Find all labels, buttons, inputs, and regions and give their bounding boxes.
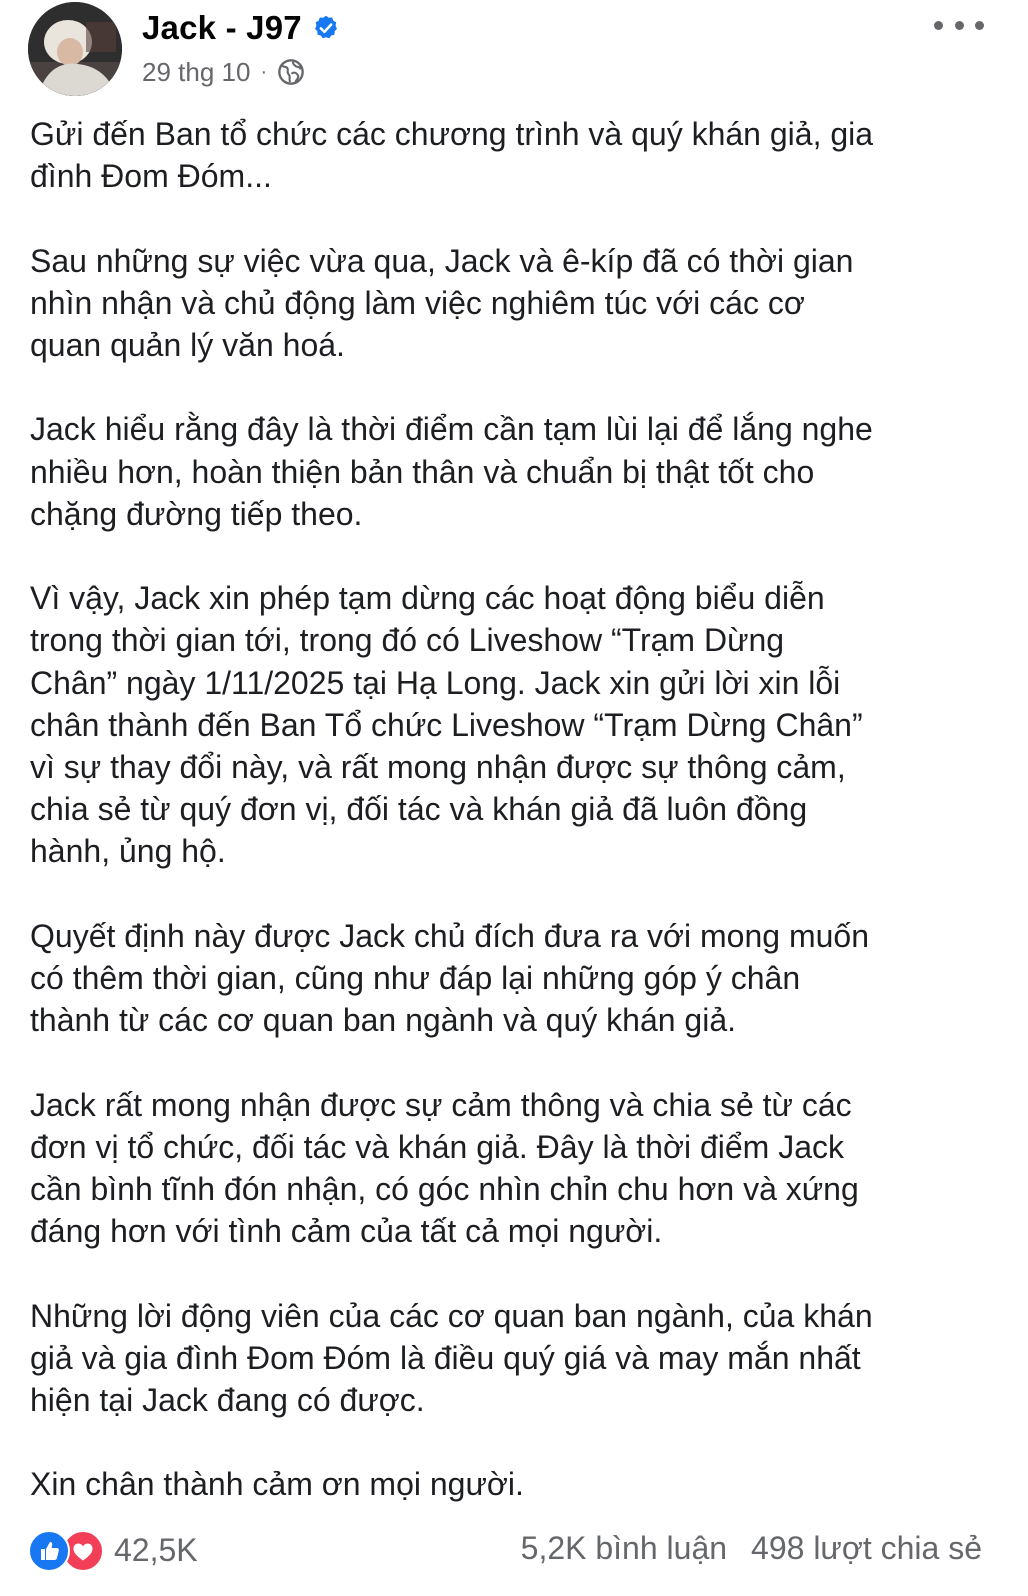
globe-icon[interactable]: [277, 58, 305, 86]
post-paragraph: Jack hiểu rằng đây là thời điểm cần tạm lùi lại để lắng nghe nhiều hơn, hoàn thiện bản thân và chuẩn bị thật tốt cho chặng đường tiếp theo.: [30, 411, 873, 532]
engagement-stats: [521, 1530, 982, 1567]
comments-count[interactable]: 5,2K bình luận: [520, 1530, 728, 1566]
like-icon: [28, 1530, 70, 1572]
author-name[interactable]: Jack - J97: [142, 9, 302, 46]
post-paragraph: Xin chân thành cảm ơn mọi người.: [30, 1466, 524, 1503]
post-paragraph: Quyết định này được Jack chủ đích đưa ra với mong muốn có thêm thời gian, cũng như đáp lại những góp ý chân thành từ các cơ quan ban ngành và quý khán giả.: [30, 917, 869, 1039]
post-paragraph: Sau những sự việc vừa qua, Jack và ê-kíp đã có thời gian nhìn nhận và chủ động làm việc nghiêm túc với các cơ quan quản lý văn hoá.: [30, 242, 854, 363]
post-paragraph: Gửi đến Ban tổ chức các chương trình và quý khán giả, gia đình Đom Đóm...: [30, 116, 874, 195]
more-dot: [955, 21, 964, 30]
reactions-summary[interactable]: [28, 1530, 198, 1570]
reaction-icons: [28, 1530, 106, 1570]
reaction-count: 42,5K: [114, 1531, 198, 1568]
more-dot: [975, 21, 984, 30]
post-paragraph: Những lời động viên của các cơ quan ban ngành, của khán giả và gia đình Đom Đóm là điều quý giá và may mắn nhất hiện tại Jack đang có được.: [30, 1297, 873, 1418]
post-date[interactable]: 29 thg 10: [142, 56, 251, 87]
verified-badge-icon: [312, 14, 340, 42]
meta-separator: ·: [260, 60, 268, 83]
post-header: [0, 0, 1028, 110]
avatar-photo: [28, 2, 122, 96]
more-dot: [934, 21, 943, 30]
shares-count[interactable]: 498 lượt chia sẻ: [751, 1530, 982, 1566]
post-paragraph: Jack rất mong nhận được sự cảm thông và chia sẻ từ các đơn vị tổ chức, đối tác và khán giả. Đây là thời điểm Jack cần bình tĩnh đón nhận, có góc nhìn chỉn chu hơn và xứng đáng hơn với tình cảm của tất cả mọi người.: [30, 1086, 859, 1250]
author-avatar[interactable]: [28, 2, 122, 96]
post-meta: [142, 54, 305, 90]
post-paragraph: Vì vậy, Jack xin phép tạm dừng các hoạt động biểu diễn trong thời gian tới, trong đó có Liveshow “Trạm Dừng Chân” ngày 1/11/2025 tại Hạ Long. Jack xin gửi lời xin lỗi chân thành đến Ban Tổ chức Liveshow “Trạm Dừng Chân” vì sự thay đổi này, và rất mong nhận được sự thông cảm, chia sẻ từ quý đơn vị, đối tác và khán giả đã luôn đồng hành, ủng hộ.: [30, 580, 863, 870]
post-footer: [0, 1526, 1028, 1572]
author-name-row: [142, 8, 340, 48]
post-text: [30, 113, 990, 1506]
more-options-icon[interactable]: [934, 10, 984, 40]
